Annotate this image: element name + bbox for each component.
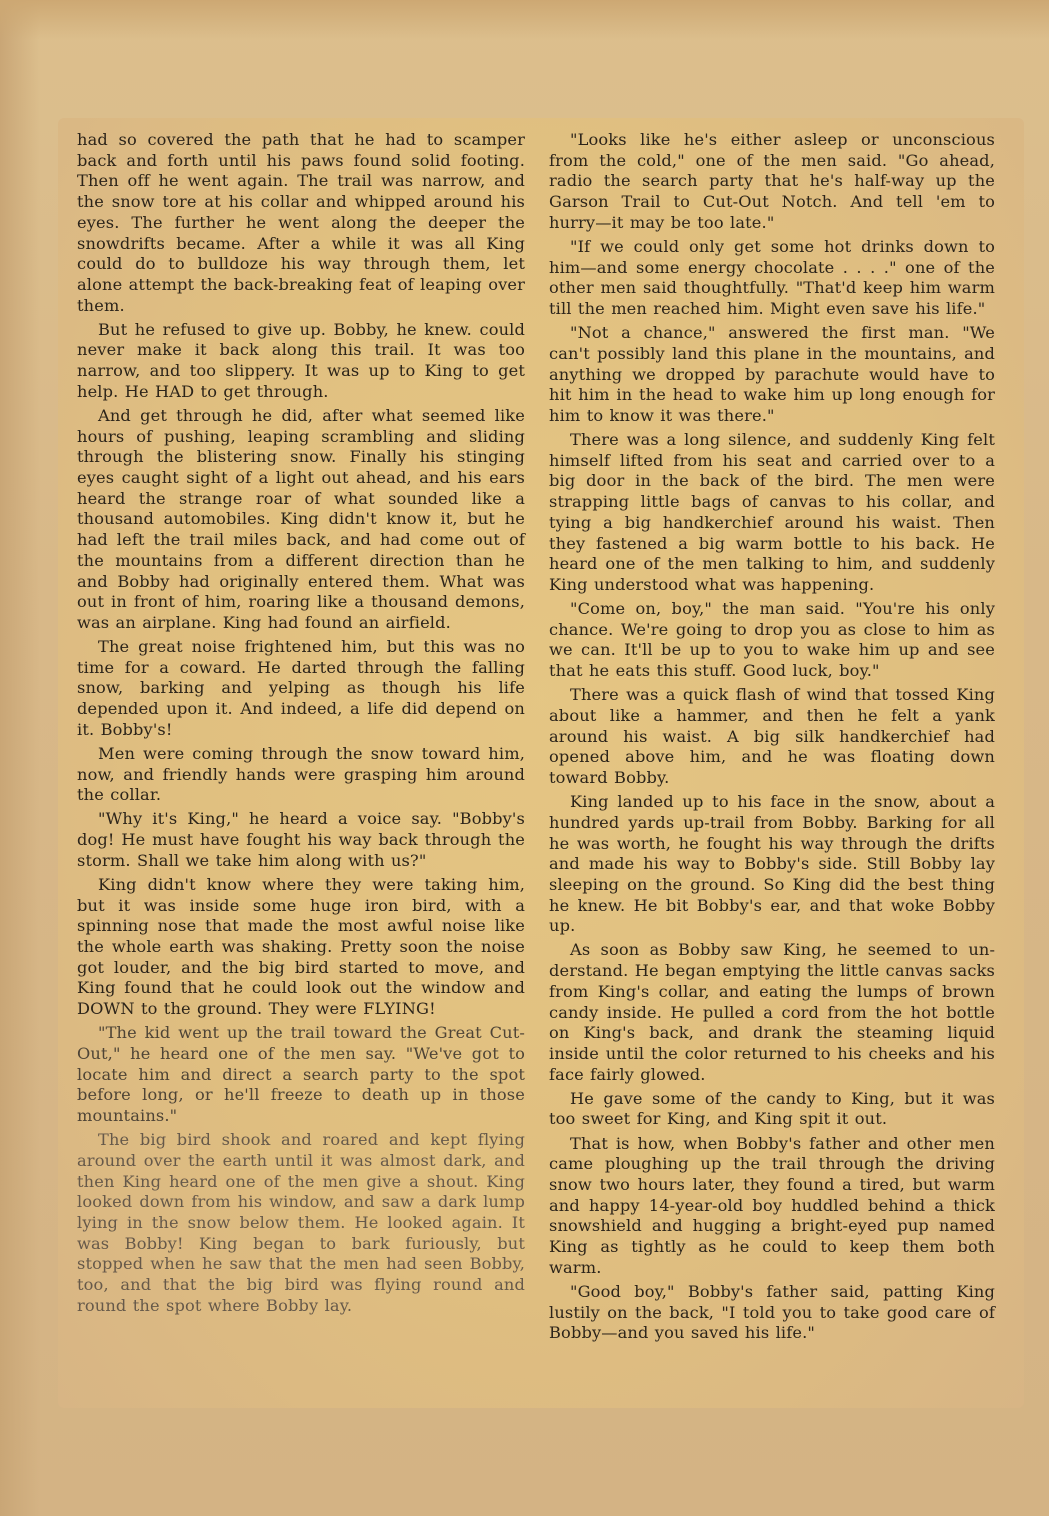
paragraph: The great noise frightened him, but this was no time for a coward. He darted through the falling snow, barking and yelping as though his life depended upon it. And indeed, a life did depend on it. Bobby's! [77, 637, 525, 739]
paragraph: King landed up to his face in the snow, about a hundred yards up-trail from Bobby. Barking for all he was worth, he fought his way through the drifts and made his way to Bobby's side. Still Bobby lay sleeping on the ground. So King did the best thing he knew. He bit Bobby's ear, and that woke Bobby up. [549, 792, 995, 936]
paragraph: "Looks like he's either asleep or unconscious from the cold," one of the men said. "Go ahead, radio the search party that he's half-way up the Garson Trail to Cut-Out Notch. And tell 'em to hurry—it may be too late." [549, 130, 995, 232]
paragraph: The big bird shook and roared and kept flying around over the earth until it was almost dark, and then King heard one of the men give a shout. King looked down from his window, and saw a dark lump lying in the snow below them. He looked again. It was Bobby! King began to bark furiously, but stopped when he saw that the men had seen Bobby, too, and that the big bird was flying round and round the spot where Bobby lay. [77, 1130, 525, 1315]
paragraph: As soon as Bobby saw King, he seemed to understand. He began emptying the little canvas sacks from King's collar, and eating the lumps of brown candy inside. He pulled a cord from the hot bottle on King's back, and drank the steaming liquid inside until the color returned to his cheeks and his face fairly glowed. [549, 940, 995, 1084]
paragraph: There was a quick flash of wind that tossed King about like a hammer, and then he felt a yank around his waist. A big silk handkerchief had opened above him, and he was floating down toward Bobby. [549, 685, 995, 788]
paragraph: "The kid went up the trail toward the Great Cut-Out," he heard one of the men say. "We've got to locate him and direct a search party to the spot before long, or he'll freeze to death up in those mountains." [77, 1023, 525, 1126]
paragraph: "Good boy," Bobby's father said, patting King lustily on the back, "I told you to take good care of Bobby—and you saved his life." [549, 1281, 995, 1343]
paragraph: "Why it's King," he heard a voice say. "Bobby's dog! He must have fought his way back through the storm. Shall we take him along with us?" [77, 809, 525, 870]
right-text-column [549, 130, 995, 1347]
paragraph: That is how, when Bobby's father and other men came ploughing up the trail through the driving snow two hours later, they found a tired, but warm and happy 14-year-old boy huddled behind a thick snowshield and hugging a bright-eyed pup named King as tightly as he could to keep them both warm. [549, 1133, 995, 1277]
paragraph: There was a long silence, and suddenly King felt himself lifted from his seat and carried over to a big door in the back of the bird. The men were strapping little bags of canvas to his collar, and tying a big handkerchief around his waist. Then they fastened a big warm bottle to his back. He heard one of the men talking to him, and suddenly King understood what was happening. [549, 430, 995, 594]
paragraph: King didn't know where they were taking him, but it was inside some huge iron bird, with a spinning nose that made the most awful noise like the whole earth was shaking. Pretty soon the noise got louder, and the big bird started to move, and King found that he could look out the window and DOWN to the ground. They were FLYING! [77, 874, 525, 1019]
left-text-column [77, 130, 525, 1320]
paragraph: had so covered the path that he had to scamper back and forth until his paws found solid footing. Then off he went again. The trail was narrow, and the snow tore at his collar and whipped around his eyes. The further he went along the deeper the snowdrifts became. After a while it was all King could do to bulldoze his way through them, let alone attempt the back-breaking feat of leaping over them. [77, 130, 525, 315]
page-edge-shadow [0, 0, 40, 1516]
paragraph: And get through he did, after what seemed like hours of pushing, leaping scrambling and sliding through the blistering snow. Finally his stinging eyes caught sight of a light out ahead, and his ears heard the strange roar of what sounded like a thousand automobiles. King didn't know it, but he had left the trail miles back, and had come out of the mountains from a different direction than he and Bobby had originally entered them. What was out in front of him, roaring like a thousand demons, was an airplane. King had found an airfield. [77, 405, 525, 632]
paragraph: "Not a chance," answered the first man. "We can't possibly land this plane in the mountains, and anything we dropped by parachute would have to hit him in the head to wake him up long enough for him to know it was there." [549, 323, 995, 425]
paragraph: "If we could only get some hot drinks down to him—and some energy chocolate . . . ." one of the other men said thoughtfully. "That'd keep him warm till the men reached him. Might even save his life." [549, 236, 995, 319]
page-top-shadow [0, 0, 1049, 40]
paragraph: He gave some of the candy to King, but it was too sweet for King, and King spit it out. [549, 1088, 995, 1129]
paragraph: Men were coming through the snow toward him, now, and friendly hands were grasping him around the collar. [77, 743, 525, 805]
paragraph: But he refused to give up. Bobby, he knew. could never make it back along this trail. It was too narrow, and too slippery. It was up to King to get help. He HAD to get through. [77, 319, 525, 401]
paragraph: "Come on, boy," the man said. "You're his only chance. We're going to drop you as close to him as we can. It'll be up to you to wake him up and see that he eats this stuff. Good luck, boy." [549, 599, 995, 681]
